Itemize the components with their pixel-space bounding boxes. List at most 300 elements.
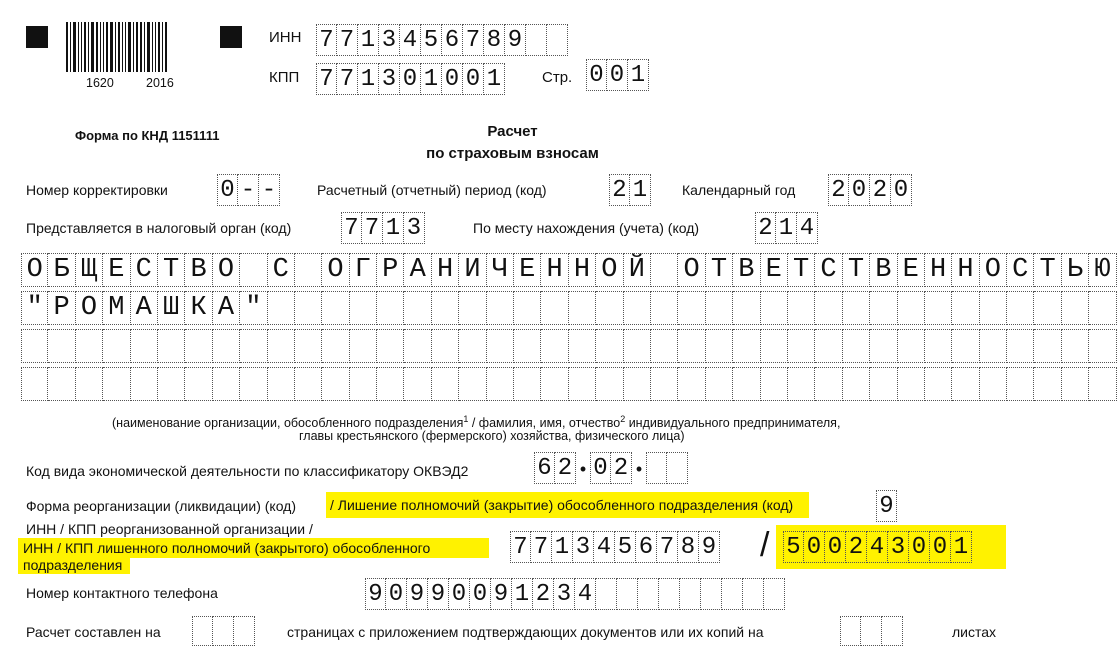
char-cell[interactable] [541,291,568,325]
char-cell[interactable] [898,367,925,401]
char-cell[interactable] [624,291,651,325]
barcode-bar [122,22,123,72]
char-cell[interactable] [432,367,459,401]
org-name-row-2[interactable] [21,291,1117,325]
char-cell[interactable] [840,616,861,646]
char-cell[interactable] [870,367,897,401]
char-cell[interactable] [234,616,255,646]
char-cell[interactable] [322,329,349,363]
char-cell[interactable] [788,291,815,325]
char-cell[interactable] [596,578,617,610]
char-cell[interactable]: 0 [400,63,421,95]
char-cell[interactable]: 3 [554,578,575,610]
char-cell[interactable] [295,291,322,325]
char-cell[interactable] [925,329,952,363]
char-cell[interactable]: 5 [783,531,804,563]
page-cells[interactable] [586,59,649,93]
char-cell[interactable] [733,291,760,325]
char-cell[interactable]: 4 [400,24,421,56]
char-cell[interactable]: Е [761,253,788,287]
char-cell[interactable]: 5 [421,24,442,56]
char-cell[interactable] [764,578,785,610]
char-cell[interactable]: 2 [846,531,867,563]
char-cell[interactable]: 5 [615,531,636,563]
char-cell[interactable]: 7 [510,531,531,563]
inn-cells[interactable] [316,24,568,58]
okved-group-1[interactable] [534,452,576,486]
char-cell[interactable] [322,291,349,325]
char-cell[interactable] [213,616,234,646]
char-cell[interactable]: 7 [531,531,552,563]
char-cell[interactable]: 7 [337,63,358,95]
char-cell[interactable] [185,329,212,363]
char-cell[interactable] [624,367,651,401]
char-cell[interactable]: 3 [379,24,400,56]
char-cell[interactable] [213,329,240,363]
char-cell[interactable]: И [459,253,486,287]
char-cell[interactable]: 0 [825,531,846,563]
footnote-1: 1 [463,414,469,424]
char-cell[interactable] [706,367,733,401]
char-cell[interactable] [925,291,952,325]
char-cell[interactable]: О [980,253,1007,287]
char-cell[interactable] [624,329,651,363]
char-cell[interactable]: 1 [383,212,404,244]
char-cell[interactable] [706,329,733,363]
char-cell[interactable] [596,329,623,363]
char-cell[interactable] [651,253,678,287]
char-cell[interactable] [569,329,596,363]
char-cell[interactable]: О [322,253,349,287]
char-cell[interactable]: 0 [590,452,611,484]
char-cell[interactable]: Н [569,253,596,287]
char-cell[interactable] [459,329,486,363]
char-cell[interactable] [651,329,678,363]
location-cells[interactable] [755,212,818,246]
char-cell[interactable] [240,367,267,401]
char-cell[interactable] [980,329,1007,363]
char-cell[interactable]: О [213,253,240,287]
char-cell[interactable]: 1 [484,63,505,95]
char-cell[interactable] [659,578,680,610]
char-cell[interactable] [815,367,842,401]
char-cell[interactable] [541,329,568,363]
char-cell[interactable]: 2 [609,174,630,206]
char-cell[interactable]: 1 [358,63,379,95]
char-cell[interactable]: 9 [491,578,512,610]
char-cell[interactable] [432,291,459,325]
char-cell[interactable]: 0 [442,63,463,95]
char-cell[interactable]: В [185,253,212,287]
char-cell[interactable] [569,367,596,401]
char-cell[interactable] [1007,291,1034,325]
char-cell[interactable] [733,367,760,401]
char-cell[interactable] [377,367,404,401]
char-cell[interactable] [103,367,130,401]
char-cell[interactable]: Ш [158,291,185,325]
char-cell[interactable] [268,329,295,363]
char-cell[interactable]: 9 [876,490,897,522]
char-cell[interactable] [1034,329,1061,363]
char-cell[interactable] [733,329,760,363]
char-cell[interactable]: 1 [512,578,533,610]
char-cell[interactable]: С [1007,253,1034,287]
char-cell[interactable] [882,616,903,646]
char-cell[interactable] [815,329,842,363]
barcode-bar [128,22,131,72]
char-cell[interactable]: М [103,291,130,325]
char-cell[interactable]: 6 [442,24,463,56]
char-cell[interactable] [680,578,701,610]
char-cell[interactable] [980,367,1007,401]
char-cell[interactable] [722,578,743,610]
char-cell[interactable]: 0 [891,174,912,206]
char-cell[interactable] [980,291,1007,325]
char-cell[interactable] [843,329,870,363]
char-cell[interactable]: А [213,291,240,325]
char-cell[interactable]: 2 [828,174,849,206]
char-cell[interactable] [21,367,48,401]
correction-cells[interactable] [217,174,280,208]
phone-cells[interactable] [365,578,785,612]
char-cell[interactable] [404,329,431,363]
char-cell[interactable] [1034,367,1061,401]
reorg-inn-label: ИНН / КПП реорганизованной организации / [26,521,313,537]
char-cell[interactable]: 7 [362,212,383,244]
period-label: Расчетный (отчетный) период (код) [317,182,547,198]
char-cell[interactable] [76,329,103,363]
char-cell[interactable]: В [870,253,897,287]
char-cell[interactable] [701,578,722,610]
char-cell[interactable]: - [259,174,280,206]
char-cell[interactable]: 8 [484,24,505,56]
reorg-highlight: / Лишение полномочий (закрытие) обособленного подразделения (код) [326,492,809,518]
barcode-bar [147,22,150,72]
char-cell[interactable]: 8 [678,531,699,563]
char-cell[interactable]: 2 [870,174,891,206]
char-cell[interactable]: А [404,253,431,287]
char-cell[interactable] [240,253,267,287]
sheets-cells[interactable] [840,616,903,646]
okved-cells[interactable] [534,452,688,486]
barcode-bar [158,22,160,72]
char-cell[interactable] [404,291,431,325]
kpp-cells[interactable] [316,63,505,97]
char-cell[interactable] [898,291,925,325]
caption-part-b: / фамилия, имя, отчество [471,416,621,431]
char-cell[interactable] [952,329,979,363]
char-cell[interactable]: Б [48,253,75,287]
char-cell[interactable] [1089,291,1116,325]
char-cell[interactable]: Ь [1062,253,1089,287]
barcode-bar [165,22,167,72]
char-cell[interactable] [514,291,541,325]
char-cell[interactable]: 9 [407,578,428,610]
char-cell[interactable] [1062,367,1089,401]
org-name-row-4[interactable] [21,367,1117,401]
barcode-bar [70,22,71,72]
char-cell[interactable] [268,367,295,401]
char-cell[interactable]: Й [624,253,651,287]
char-cell[interactable]: Н [541,253,568,287]
char-cell[interactable]: 0 [470,578,491,610]
char-cell[interactable] [541,367,568,401]
barcode-bar [110,22,113,72]
char-cell[interactable] [185,367,212,401]
char-cell[interactable]: С [131,253,158,287]
char-cell[interactable] [861,616,882,646]
char-cell[interactable]: 4 [575,578,596,610]
char-cell[interactable]: 3 [573,531,594,563]
char-cell[interactable] [638,578,659,610]
char-cell[interactable]: В [733,253,760,287]
char-cell[interactable] [761,367,788,401]
char-cell[interactable]: Т [158,253,185,287]
char-cell[interactable] [651,367,678,401]
char-cell[interactable]: Г [350,253,377,287]
char-cell[interactable] [459,367,486,401]
char-cell[interactable]: О [678,253,705,287]
char-cell[interactable] [295,253,322,287]
char-cell[interactable]: С [268,253,295,287]
char-cell[interactable] [678,367,705,401]
char-cell[interactable]: 0 [463,63,484,95]
char-cell[interactable]: 2 [533,578,554,610]
char-cell[interactable]: 7 [657,531,678,563]
char-cell[interactable] [1007,367,1034,401]
char-cell[interactable]: " [240,291,267,325]
char-cell[interactable]: Ч [487,253,514,287]
reorg-slash: / [760,526,770,564]
char-cell[interactable] [514,329,541,363]
okved-label: Код вида экономической деятельности по классификатору ОКВЭД2 [26,463,469,479]
char-cell[interactable]: 2 [555,452,576,484]
okved-group-2[interactable] [590,452,632,486]
year-label: Календарный год [682,182,796,198]
barcode-bar [66,22,68,72]
char-cell[interactable]: 7 [316,63,337,95]
char-cell[interactable] [547,24,568,56]
reorg-code-cells[interactable] [876,490,897,524]
char-cell[interactable]: Р [377,253,404,287]
char-cell[interactable] [432,329,459,363]
char-cell[interactable] [240,329,267,363]
char-cell[interactable]: 4 [594,531,615,563]
char-cell[interactable] [870,291,897,325]
char-cell[interactable]: 0 [449,578,470,610]
char-cell[interactable] [526,24,547,56]
char-cell[interactable]: Т [1034,253,1061,287]
char-cell[interactable]: Т [706,253,733,287]
char-cell[interactable]: 1 [358,24,379,56]
char-cell[interactable]: Е [514,253,541,287]
char-cell[interactable] [569,291,596,325]
okved-group-3[interactable] [646,452,688,486]
char-cell[interactable]: Ю [1089,253,1116,287]
char-cell[interactable]: 9 [505,24,526,56]
char-cell[interactable] [678,329,705,363]
org-name-caption-line2: главы крестьянского (фермерского) хозяйства, физического лица) [299,429,685,443]
char-cell[interactable] [350,367,377,401]
char-cell[interactable]: 0 [386,578,407,610]
char-cell[interactable]: 1 [421,63,442,95]
inn-label: ИНН [269,29,302,46]
char-cell[interactable] [898,329,925,363]
char-cell[interactable]: Е [898,253,925,287]
char-cell[interactable] [843,291,870,325]
char-cell[interactable]: Н [952,253,979,287]
char-cell[interactable] [788,367,815,401]
char-cell[interactable]: 7 [337,24,358,56]
pages-cells[interactable] [192,616,255,646]
year-cells[interactable] [828,174,912,208]
char-cell[interactable] [706,291,733,325]
char-cell[interactable] [48,329,75,363]
char-cell[interactable]: 3 [404,212,425,244]
char-cell[interactable]: О [76,291,103,325]
char-cell[interactable] [1062,291,1089,325]
period-cells[interactable] [609,174,651,208]
char-cell[interactable]: 3 [888,531,909,563]
barcode-bar [155,22,156,72]
char-cell[interactable]: 0 [909,531,930,563]
char-cell[interactable] [1034,291,1061,325]
char-cell[interactable]: 3 [379,63,400,95]
char-cell[interactable] [1089,367,1116,401]
char-cell[interactable]: - [238,174,259,206]
org-name-row-1[interactable] [21,253,1117,287]
char-cell[interactable]: 6 [534,452,555,484]
char-cell[interactable]: А [131,291,158,325]
char-cell[interactable]: 2 [611,452,632,484]
char-cell[interactable] [1007,329,1034,363]
char-cell[interactable]: 1 [951,531,972,563]
char-cell[interactable]: О [21,253,48,287]
char-cell[interactable] [487,291,514,325]
char-cell[interactable] [952,367,979,401]
char-cell[interactable]: 0 [804,531,825,563]
char-cell[interactable] [350,291,377,325]
char-cell[interactable]: 9 [428,578,449,610]
char-cell[interactable] [48,367,75,401]
char-cell[interactable] [158,329,185,363]
char-cell[interactable] [651,291,678,325]
char-cell[interactable]: 9 [365,578,386,610]
char-cell[interactable]: 0 [586,59,607,91]
char-cell[interactable]: 0 [930,531,951,563]
corner-marker-left [26,26,48,48]
char-cell[interactable]: Щ [76,253,103,287]
char-cell[interactable] [158,367,185,401]
char-cell[interactable]: С [815,253,842,287]
char-cell[interactable] [788,329,815,363]
char-cell[interactable] [459,291,486,325]
char-cell[interactable] [617,578,638,610]
char-cell[interactable]: 2 [755,212,776,244]
char-cell[interactable] [295,329,322,363]
char-cell[interactable]: 0 [217,174,238,206]
char-cell[interactable]: 1 [630,174,651,206]
char-cell[interactable] [815,291,842,325]
char-cell[interactable] [870,329,897,363]
char-cell[interactable] [192,616,213,646]
char-cell[interactable] [596,367,623,401]
char-cell[interactable] [761,291,788,325]
char-cell[interactable] [404,367,431,401]
org-name-row-3[interactable] [21,329,1117,363]
char-cell[interactable] [322,367,349,401]
barcode-bar [136,22,138,72]
char-cell[interactable]: К [185,291,212,325]
char-cell[interactable]: Р [48,291,75,325]
char-cell[interactable] [76,367,103,401]
char-cell[interactable]: 7 [463,24,484,56]
char-cell[interactable] [952,291,979,325]
reorg-kpp-cells[interactable] [783,531,972,565]
tax-authority-cells[interactable] [341,212,425,246]
char-cell[interactable]: 0 [607,59,628,91]
char-cell[interactable] [646,452,667,484]
pages-middle-label: страницах с приложением подтверждающих документов или их копий на [287,624,764,640]
char-cell[interactable] [761,329,788,363]
reorg-inn-highlight-line1: ИНН / КПП лишенного полномочий (закрытого) обособленного [18,538,489,558]
char-cell[interactable]: 6 [636,531,657,563]
char-cell[interactable] [131,367,158,401]
char-cell[interactable] [596,291,623,325]
barcode-bar [81,22,82,72]
char-cell[interactable]: Т [788,253,815,287]
char-cell[interactable] [268,291,295,325]
char-cell[interactable] [21,329,48,363]
char-cell[interactable] [1062,329,1089,363]
char-cell[interactable]: О [596,253,623,287]
char-cell[interactable]: Н [432,253,459,287]
reorg-label: Форма реорганизации (ликвидации) (код) [26,498,297,514]
char-cell[interactable]: 4 [867,531,888,563]
char-cell[interactable]: 9 [699,531,720,563]
char-cell[interactable]: Н [925,253,952,287]
char-cell[interactable] [131,329,158,363]
char-cell[interactable] [925,367,952,401]
char-cell[interactable]: 7 [341,212,362,244]
char-cell[interactable]: 4 [797,212,818,244]
char-cell[interactable]: 0 [849,174,870,206]
char-cell[interactable] [1089,329,1116,363]
char-cell[interactable]: Е [103,253,130,287]
okved-dot-2: • [635,458,643,479]
char-cell[interactable] [514,367,541,401]
char-cell[interactable]: 1 [776,212,797,244]
char-cell[interactable] [843,367,870,401]
char-cell[interactable] [487,329,514,363]
char-cell[interactable]: 7 [316,24,337,56]
char-cell[interactable] [377,329,404,363]
char-cell[interactable] [667,452,688,484]
reorg-inn-cells[interactable] [510,531,720,565]
char-cell[interactable]: 1 [552,531,573,563]
char-cell[interactable] [103,329,130,363]
char-cell[interactable] [350,329,377,363]
char-cell[interactable]: 1 [628,59,649,91]
char-cell[interactable] [743,578,764,610]
char-cell[interactable] [678,291,705,325]
char-cell[interactable]: " [21,291,48,325]
char-cell[interactable] [295,367,322,401]
char-cell[interactable] [377,291,404,325]
char-cell[interactable]: Т [843,253,870,287]
char-cell[interactable] [213,367,240,401]
char-cell[interactable] [487,367,514,401]
